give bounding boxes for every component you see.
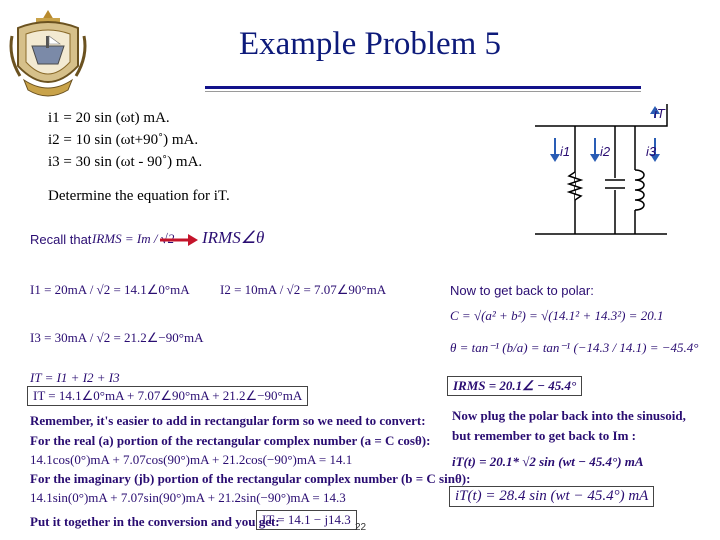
academy-crest-logo — [6, 6, 90, 102]
note-imaginary-calculation: 14.1sin(0°)mA + 7.07sin(90°)mA + 21.2sin(−90°)mA = 14.3 — [30, 490, 346, 505]
right-arrow-icon — [160, 234, 198, 246]
rectangular-result: IT = 14.1 − j14.3 — [256, 510, 357, 530]
circuit-label-i2: i2 — [600, 144, 611, 159]
plug-back-note-1: Now plug the polar back into the sinusoid, — [452, 408, 686, 423]
recall-label: Recall that — [30, 232, 92, 247]
page-number: 22 — [355, 522, 367, 533]
sum-line-2: IT = 14.1∠0°mA + 7.07∠90°mA + 21.2∠−90°mA — [27, 386, 308, 406]
recall-target: IRMS∠θ — [202, 228, 265, 247]
note-imaginary-portion: For the imaginary (jb) portion of the rectangular complex number (b = C sinθ): — [30, 471, 471, 486]
plug-back-note-2: but remember to get back to Im : — [452, 428, 637, 443]
circuit-label-i1: i1 — [560, 144, 571, 159]
given-equation-3: i3 = 30 sin (ωt - 90˚) mA. — [48, 154, 203, 170]
problem-prompt: Determine the equation for iT. — [48, 188, 230, 204]
polar-irms-result: IRMS = 20.1∠ − 45.4° — [447, 376, 582, 396]
phasor-i2: I2 = 10mA / √2 = 7.07∠90°mA — [220, 282, 387, 297]
note-real-calculation: 14.1cos(0°)mA + 7.07cos(90°)mA + 21.2cos(−90°)mA = 14.1 — [30, 452, 353, 467]
circuit-label-iT: iT — [654, 106, 665, 121]
phasor-i3: I3 = 30mA / √2 = 21.2∠−90°mA — [30, 330, 204, 345]
phasor-i1: I1 = 20mA / √2 = 14.1∠0°mA — [30, 282, 190, 297]
given-equation-2: i2 = 10 sin (ωt+90˚) mA. — [48, 132, 199, 148]
circuit-label-i3: i3 — [646, 144, 657, 159]
sinusoid-intermediate: iT(t) = 20.1* √2 sin (wt − 45.4°) mA — [452, 454, 644, 469]
sum-line-1: IT = I1 + I2 + I3 — [30, 370, 120, 385]
page-title: Example Problem 5 — [238, 26, 502, 62]
title-underline — [205, 86, 641, 89]
polar-magnitude-equation: C = √(a² + b²) = √(14.1² + 14.3²) = 20.1 — [450, 308, 664, 323]
note-put-together: Put it together in the conversion and you get: — [30, 514, 280, 529]
note-real-portion: For the real (a) portion of the rectangular complex number (a = C cosθ): — [30, 433, 431, 448]
recall-formula: IRMS = Im / √2 — [92, 231, 175, 246]
note-rectangular-form: Remember, it's easier to add in rectangular form so we need to convert: — [30, 413, 426, 428]
given-equation-1: i1 = 20 sin (ωt) mA. — [48, 110, 170, 126]
polar-angle-equation: θ = tan⁻¹ (b/a) = tan⁻¹ (−14.3 / 14.1) = −45.4° — [450, 340, 699, 355]
polar-heading: Now to get back to polar: — [450, 283, 594, 298]
title-underline-shadow — [205, 91, 641, 92]
parallel-circuit-diagram — [535, 104, 715, 244]
final-answer: iT(t) = 28.4 sin (wt − 45.4°) mA — [449, 486, 654, 507]
